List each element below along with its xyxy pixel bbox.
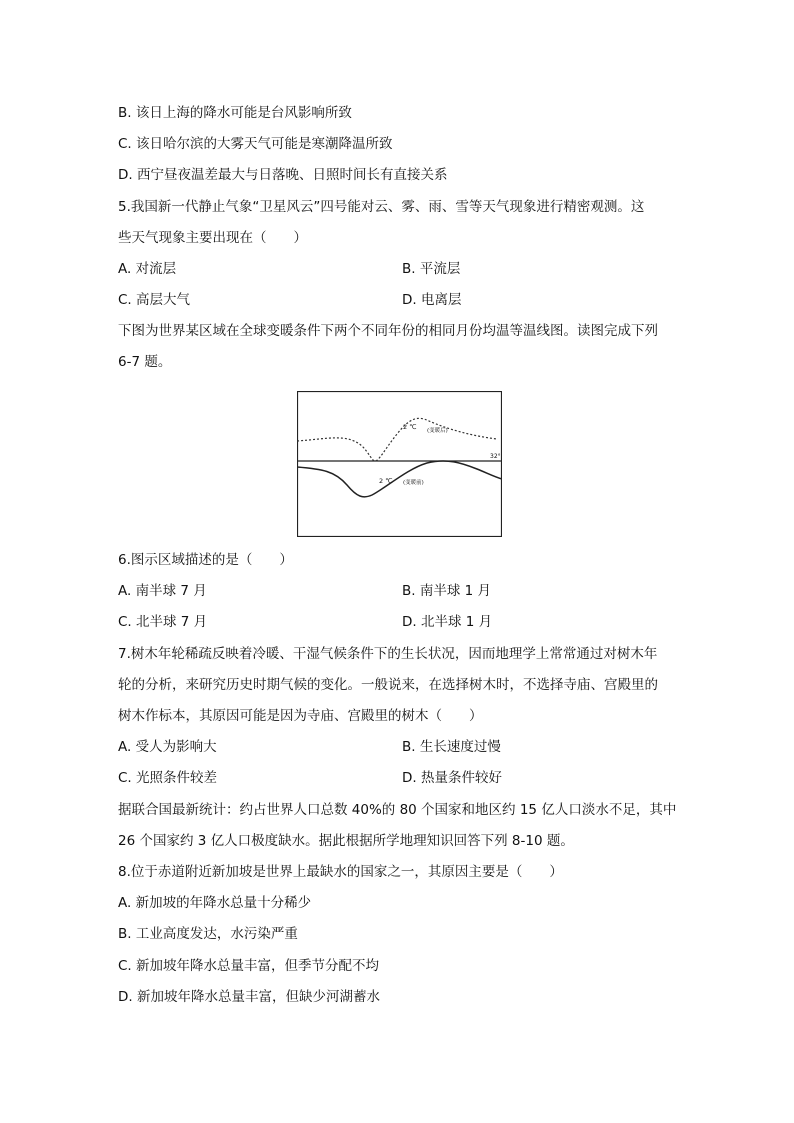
lower-temp-label: 2 ℃ — [379, 477, 393, 485]
figure-intro-line2: 6-7 题。 — [118, 354, 172, 370]
q5-option-c: C. 高层大气 — [118, 292, 191, 308]
figure-frame — [298, 392, 502, 537]
q7-option-a: A. 受人为影响大 — [118, 739, 217, 755]
q7-option-c: C. 光照条件较差 — [118, 770, 218, 786]
q5-stem-line2: 些天气现象主要出现在（ ） — [118, 230, 307, 246]
upper-note-label: (变暖后) — [427, 428, 448, 434]
q5-option-d: D. 电离层 — [402, 292, 462, 308]
q7-stem-line2: 轮的分析，来研究历史时期气候的变化。一般说来，在选择树木时，不选择寺庙、宫殿里的 — [118, 677, 658, 693]
isotherm-figure — [297, 391, 502, 537]
q7-option-d: D. 热量条件较好 — [402, 770, 502, 786]
q5-option-b: B. 平流层 — [402, 261, 461, 277]
q7-stem-line1: 7.树木年轮稀疏反映着冷暖、干湿气候条件下的生长状况，因而地理学上常常通过对树木年 — [118, 646, 658, 662]
q4-option-b: B. 该日上海的降水可能是台风影响所致 — [118, 105, 352, 121]
q8-option-d: D. 新加坡年降水总量丰富，但缺少河湖蓄水 — [118, 989, 380, 1005]
lower-note-label: (变暖前) — [403, 480, 424, 486]
q8-option-b: B. 工业高度发达，水污染严重 — [118, 926, 298, 942]
upper-temp-label: 2 ℃ — [403, 423, 417, 431]
q6-stem: 6.图示区域描述的是（ ） — [118, 552, 293, 568]
q5-option-a: A. 对流层 — [118, 261, 177, 277]
q7-option-b: B. 生长速度过慢 — [402, 739, 501, 755]
q8-stem: 8.位于赤道附近新加坡是世界上最缺水的国家之一，其原因主要是（ ） — [118, 864, 563, 880]
q5-stem-line1: 5.我国新一代静止气象“卫星风云”四号能对云、雾、雨、雪等天气现象进行精密观测。这 — [118, 199, 645, 215]
q6-option-a: A. 南半球 7 月 — [118, 583, 207, 599]
q6-option-b: B. 南半球 1 月 — [402, 583, 492, 599]
figure-intro-line1: 下图为世界某区域在全球变暖条件下两个不同年份的相同月份均温等温线图。读图完成下列 — [118, 323, 658, 339]
q8-option-c: C. 新加坡年降水总量丰富，但季节分配不均 — [118, 958, 380, 974]
q6-option-c: C. 北半球 7 月 — [118, 614, 208, 630]
un-stat-line2: 26 个国家约 3 亿人口极度缺水。据此根据所学地理知识回答下列 8-10 题。 — [118, 833, 574, 849]
isotherm-before-warming — [297, 461, 502, 497]
q6-option-d: D. 北半球 1 月 — [402, 614, 493, 630]
q4-option-c: C. 该日哈尔滨的大雾天气可能是寒潮降温所致 — [118, 136, 393, 152]
latitude-label: 32° — [490, 453, 501, 460]
q7-stem-line3: 树木作标本，其原因可能是因为寺庙、宫殿里的树木（ ） — [118, 708, 483, 724]
isotherm-after-warming — [297, 418, 497, 461]
q4-option-d: D. 西宁昼夜温差最大与日落晚、日照时间长有直接关系 — [118, 167, 448, 183]
un-stat-line1: 据联合国最新统计：约占世界人口总数 40%的 80 个国家和地区约 15 亿人口淡水不足，其中 — [118, 802, 677, 818]
q8-option-a: A. 新加坡的年降水总量十分稀少 — [118, 895, 312, 911]
